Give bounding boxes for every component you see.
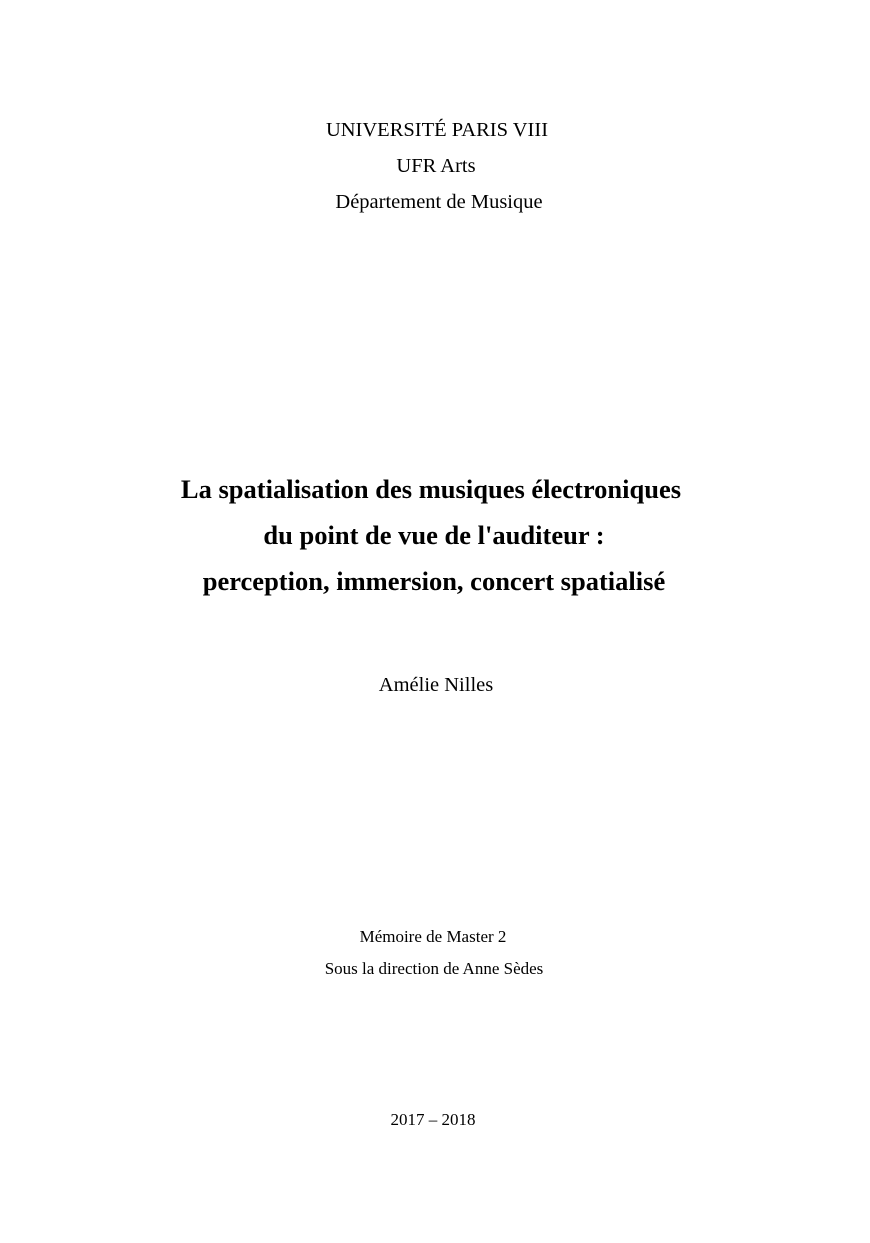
institution-header bbox=[0, 112, 870, 220]
thesis-type: Mémoire de Master 2 bbox=[359, 927, 507, 946]
author-name: Amélie Nilles bbox=[378, 674, 494, 696]
author-block bbox=[0, 670, 870, 700]
thesis-title bbox=[0, 466, 870, 604]
faculty-name: UFR Arts bbox=[396, 155, 476, 177]
title-line-3: perception, immersion, concert spatialisé bbox=[202, 566, 666, 596]
university-name: UNIVERSITÉ PARIS VIII bbox=[325, 119, 549, 141]
department-name: Département de Musique bbox=[335, 191, 543, 213]
title-line-1: La spatialisation des musiques électroniques bbox=[180, 474, 682, 504]
year-block bbox=[0, 1105, 870, 1135]
thesis-info bbox=[0, 921, 870, 985]
title-line-2: du point de vue de l'auditeur : bbox=[263, 520, 605, 550]
academic-year: 2017 – 2018 bbox=[390, 1110, 476, 1129]
thesis-supervision: Sous la direction de Anne Sèdes bbox=[324, 959, 544, 978]
